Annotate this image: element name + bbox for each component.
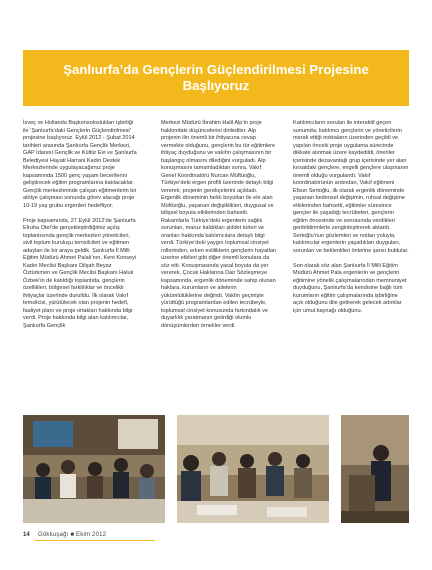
meeting-photo: [23, 415, 165, 523]
title-banner: [23, 50, 409, 106]
paragraph: Proje kapsamında, 27 Eylül 2012’de Şanlıurfa Elruha Otel’de gerçekleştirdiğimiz açılış toplantısında gençlik merkezleri yöneticileri, sivil toplum kuruluşu temsilcileri ve eğitmen adayları ile bir araya geldik. Şanlıurfa İl Milli Eğitim Müdürü Ahmet Palalı’nın, Kent Konseyi Kadın Meclisi Başkanı Dilşah Beyaz Öztürkmen ve Gençlik Meclisi Başkanı Haluk Özbek’in de katıldığı toplantıda, gençlerin özellikleri, bölgesel farklılıklar ve öncelikli ihtiyaçlar üzerinde durulldu. İlk olarak Vakıf temsilcisi, yürütülecek olan projenin hedefi, faaliyet planı ve proje ortakları hakkında bilgi verdi. Proje hakkında bilgi alan katılımcılar, Şanlıurfa Gençlik: [23, 217, 137, 329]
article-body: [23, 120, 409, 420]
speaker-photo: [341, 415, 409, 523]
paragraph: Katılımcıların sorulan ile interaktif geçen sunumda; katılımcı gençlerin ve yöneticilerin merak ettiği noktaların üzerinden geçildi ve yapılan önceki proje uygulama sürecinde dikkate alınmak üzere kaydedildi, öneriler içerisinde dezavantajlı grup içerisinde yer alan kırsaldaki gençlere, engelli gençlere ulaşmanın önemli olduğu vurgulandı. Vakıf koordinatörünün ardından, Vakıf eğitmeni Efsun Sertoğlu, ilk olarak ergenlik döneminde yaşanan bedensel değişimin, ruhsal değişime etkilerinden bahsetti, eğitimler süresince gençler ile yaşadığı tecrübeleri, gençlerin eğitim öncesinde ve sonrasında verdikleri geribildirimlerle zenginleştirerek aktardı. Sertoğlu’nun gözlemleri ve notları yoluyla, katılımcılar ergenlerin yaşadıkları duyguları, sorunları ve beklentileri önlerine şansı buldular.: [293, 120, 409, 254]
text-column-1: [23, 120, 139, 338]
page-footer: [23, 528, 153, 542]
article-title: Şanlıurfa’da Gençlerin Güçlendirilmesi Projesine Başlıyoruz: [63, 62, 369, 93]
photo-strip: [23, 415, 409, 523]
page-number: 14: [23, 532, 30, 538]
magazine-name: Gökkuşağı ■ Ekim 2012: [38, 532, 107, 538]
footer-rule: [35, 540, 155, 541]
meeting-photo: [177, 415, 329, 523]
paragraph: Merkezi Müdürü İbrahim Halil Alp’in proje hakkındaki düşüncelerini dinlediler. Alp projenin ilin önemli bir ihtiyacına cevap vermekte olduğunu, gençlerin bu tür eğitimlere ihtiyaç duyduğunu ve vakıfın çalışmasının bir başlangıç olmasını dilediğini vurguladı. Alp konuşmasını tamamladıktan sonra, Vakıf Genel Koordinatörü Nurcan Müftüoğlu, Türkiye’deki ergen profili üzerinde detaylı bilgi vererek; projenin gerekçelerini açıkladı. Ergenlik döneminin farklı boyutları ile ele alan Müftüoğlu, yaşanan değişiklikleri, duygusal ve bilişsel boyuta etkilerinden bahsetti. Rakamlarla Türkiye’deki ergenlerin sağlık sorunları, maruz kaldıkları şiddet türleri ve oranları hakkında katılımcılara detaylı bilgi verdi. Türkiye’deki yaygın toplumsal cinsiyet rollerinden, erken evliliklerin gençlerin hayatları üzerine etkileri gibi diğer önemli konulara da söz etti. Konuşmasında yasal boyuta da yer vererek, Çocuk Haklarına Dair Sözleşmeye kapsamında, ergenlik döneminde sahip olunan haklara, kurumların ve ailelerin yükümlülüklerine değindi. Vakfın geçmişte yürüttüğü programlardan edilen tecrübeyle, toplumsal cinsiyet konusunda farkındalık ve duyarlılık yaratmanın getirdiği olumlu dönüşümlerden örnekler verdi.: [161, 120, 277, 329]
paragraph: İsveç ve Hollanda Başkonsoloslukları işbirliği ile ‘Şanlıurfa’daki Gençlerin Güçlendirilmesi’ projesine başlıyoruz. Eylül 2012 - Şubat 2014 tarihleri arasında Şanlıurfa Gençlik Merkezi, GAP İdaresi Gençlik ve Kültür Evi ve Şanlıurfa Belediyesi Hayati Harrani Kadın Destek Merkezlerinde uygulayacağımız proje kapsamında 1500 genç yaşam becerilerini geliştirecek eğitim programlarına katılacaklar. Gençlik merkezlerinde çalışan eğitmenlerin bir atölye çalışması sonunda görev alacağı proje 10-19 yaş grubu ergenleri hedefliyor.: [23, 120, 137, 209]
paragraph: Son olarak söz alan Şanlıurfa İl Milli Eğitim Müdürü Ahmet Pala ergenlerin ve gençlerin eğitimine yönelik çalışmalarından memnuniyet duyduğunu, Şanlıurfa’da kendisine bağlı tüm kurumların eğitim çalışmalarında işbirliğine açık olduğunu dile getirerek gelecek adımlar için umut kaynağı olduğunu.: [293, 262, 407, 314]
text-column-3: [293, 120, 409, 323]
text-column-2: [161, 120, 277, 338]
